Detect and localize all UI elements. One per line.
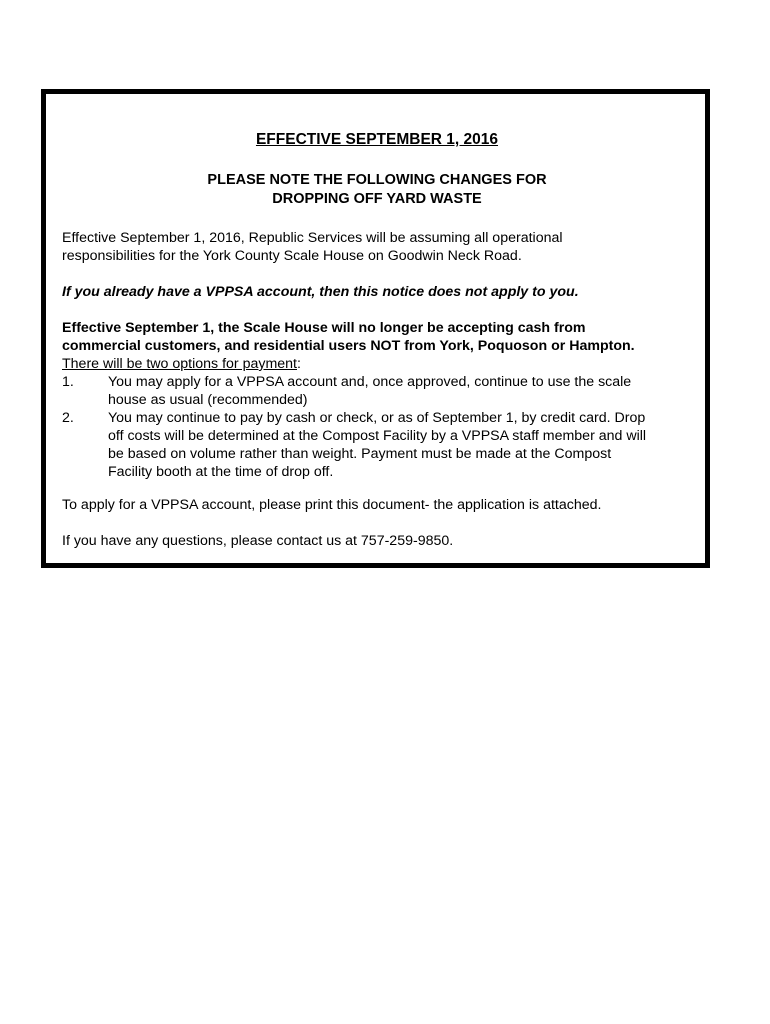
option-number: 2.	[62, 410, 74, 426]
subtitle-line-1: PLEASE NOTE THE FOLLOWING CHANGES FOR	[207, 172, 547, 188]
notice-box	[41, 89, 710, 568]
apply-instructions: To apply for a VPPSA account, please print this document- the application is attached.	[62, 497, 602, 513]
contact-info: If you have any questions, please contact us at 757-259-9850.	[62, 533, 454, 549]
option-2-line-4: Facility booth at the time of drop off.	[108, 464, 334, 480]
option-1-line-2: house as usual (recommended)	[108, 392, 308, 408]
notice-title: EFFECTIVE SEPTEMBER 1, 2016	[255, 131, 499, 148]
intro-line-2: responsibilities for the York County Scale House on Goodwin Neck Road.	[62, 248, 522, 264]
intro-paragraph	[62, 229, 692, 265]
option-2-line-1: You may continue to pay by cash or check, or as of September 1, by credit card. Drop	[108, 410, 646, 426]
existing-account-note: If you already have a VPPSA account, then this notice does not apply to you.	[62, 284, 579, 300]
cash-policy-paragraph	[62, 319, 692, 355]
payment-options-label	[62, 355, 301, 373]
payment-options-label-text: There will be two options for payment	[62, 356, 297, 372]
payment-options-list	[62, 373, 692, 481]
payment-option-2	[62, 409, 692, 481]
cash-policy-line-1: Effective September 1, the Scale House will no longer be accepting cash from	[62, 320, 586, 336]
notice-subtitle	[62, 171, 692, 209]
payment-options-colon: :	[297, 356, 301, 372]
option-2-line-3: be based on volume rather than weight. Payment must be made at the Compost	[108, 446, 612, 462]
option-1-line-1: You may apply for a VPPSA account and, once approved, continue to use the scale	[108, 374, 632, 390]
intro-line-1: Effective September 1, 2016, Republic Services will be assuming all operational	[62, 230, 563, 246]
cash-policy-line-2: commercial customers, and residential users NOT from York, Poquoson or Hampton.	[62, 338, 635, 354]
option-2-line-2: off costs will be determined at the Compost Facility by a VPPSA staff member and will	[108, 428, 647, 444]
option-number: 1.	[62, 374, 74, 390]
payment-option-1	[62, 373, 692, 409]
subtitle-line-2: DROPPING OFF YARD WASTE	[272, 191, 482, 207]
